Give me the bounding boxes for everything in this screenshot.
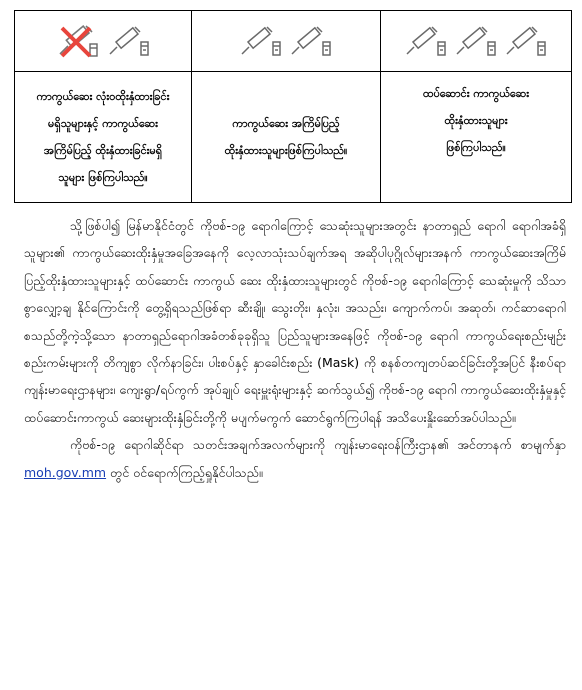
text-line: သူများ ဖြစ်ကြပါသည်။ [58, 171, 148, 184]
syringe-crossed-icon [56, 22, 100, 60]
icon-row [192, 11, 380, 72]
fully-vaccinated-description [192, 72, 380, 202]
advice-paragraph: သို့ဖြစ်ပါ၍ မြန်မာနိုင်ငံတွင် ကိုဗစ်-၁၉ ရောဂါကြောင့် သေဆုံးသူများအတွင်း နာတာရှည် ရောဂါ ရောဂါအခံရှိသူများ၏ ကာကွယ်ဆေးထိုးနှံမှုအခြေအနေကို လေ့လာသုံးသပ်ချက်အရ အဆိုပါပုဂ္ဂိုလ်များအနက် ကာကွယ်ဆေးအကြိမ်ပြည့်ထိုးနှံထားသူများနှင့် ထပ်ဆောင်း ကာကွယ် ဆေး ထိုးနှံထားသူများတွင် ကိုဗစ်-၁၉ ရောဂါကြောင့် သေဆုံးမှုကို သိသာစွာလျှော့ချ နိုင်ကြောင်းကို တွေ့ရှိရသည်ဖြစ်ရာ ဆီးချို၊ သွေးတိုး၊ နှလုံး၊ အသည်း၊ ကျောက်ကပ်၊ အဆုတ်၊ ကင်ဆာရောဂါ စသည်တို့ကဲ့သို့သော နာတာရှည်ရောဂါအခံတစ်ခုခုရှိသူ ပြည်သူများအနေဖြင့် ကိုဗစ်-၁၉ ရောဂါ ကာကွယ်ရေးစည်းမျဉ်းစည်းကမ်းများကို တိကျစွာ လိုက်နာခြင်း၊ ပါးစပ်နှင့် နှာခေါင်းစည်း (Mask) ကို စနစ်တကျတပ်ဆင်ခြင်းတို့အပြင် နီးစပ်ရာ ကျန်းမာရေးဌာနများ၊ ကျေးရွာ/ရပ်ကွက် အုပ်ချုပ် ရေးမှူးရုံးများနှင့် ဆက်သွယ်၍ ကိုဗစ်-၁၉ ရောဂါ ကာကွယ်ဆေးထိုးနှံမှုနှင့် ထပ်ဆောင်းကာကွယ် ဆေးများထိုးနှံခြင်းတို့ကို မပျက်မကွက် ဆောင်ရွက်ကြပါရန် အသိပေးနှိုးဆော်အပ်ပါသည်။ [24, 218, 566, 425]
syringe-icon [405, 24, 447, 58]
icon-row [381, 11, 571, 72]
text-line: ထပ်ဆောင်း ကာကွယ်ဆေး [422, 87, 530, 100]
moh-website-link[interactable]: moh.gov.mm [24, 464, 107, 480]
unvaccinated-description [15, 72, 191, 202]
unvaccinated-column [15, 11, 192, 203]
info-text: ကိုဗစ်-၁၉ ရောဂါဆိုင်ရာ သတင်းအချက်အလက်များကို ကျန်းမာရေးဝန်ကြီးဌာန၏ အင်တာနက် စာမျက်နှာ [70, 437, 566, 453]
syringe-icon [455, 24, 497, 58]
text-line: ကာကွယ်ဆေး လုံးဝထိုးနှံထားခြင်း [36, 90, 170, 103]
info-paragraph [24, 431, 566, 486]
booster-column [381, 11, 572, 203]
text-line: မရှိသူများနှင့် ကာကွယ်ဆေး [48, 117, 158, 130]
info-text-end: တွင် ဝင်ရောက်ကြည့်ရှုနိုင်ပါသည်။ [106, 464, 263, 480]
text-line: အကြိမ်ပြည့် ထိုးနှံထားခြင်းမရှိ [43, 144, 163, 157]
text-line: ထိုးနှံထားသူများ [444, 114, 508, 127]
icon-row [15, 11, 191, 72]
syringe-icon [290, 24, 332, 58]
syringe-icon [240, 24, 282, 58]
syringe-icon [505, 24, 547, 58]
text-line: ကာကွယ်ဆေး အကြိမ်ပြည့် [232, 117, 340, 130]
booster-description [381, 72, 571, 202]
text-line: ဖြစ်ကြပါသည်။ [446, 141, 506, 154]
fully-vaccinated-column [192, 11, 381, 203]
announcement-body [24, 212, 566, 486]
syringe-icon [108, 24, 150, 58]
vaccination-status-table [14, 10, 572, 203]
text-line: ထိုးနှံထားသူများဖြစ်ကြပါသည်။ [224, 144, 348, 157]
